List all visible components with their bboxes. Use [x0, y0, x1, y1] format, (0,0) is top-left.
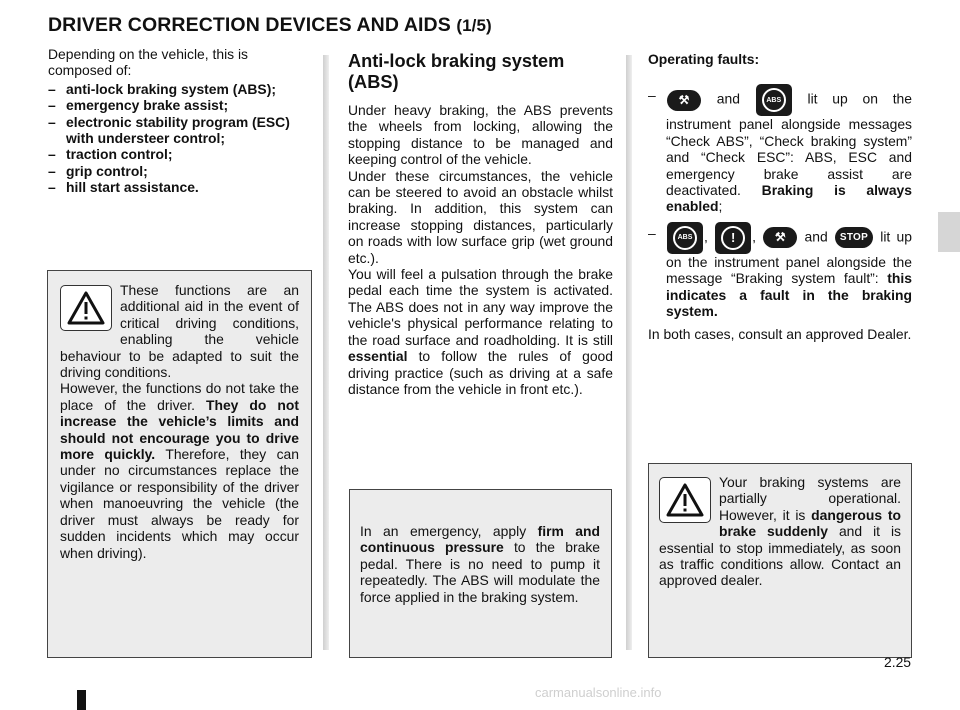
- page-title: [48, 14, 492, 37]
- warning-text-2: [60, 380, 299, 560]
- warning-text-end: Therefore, they can under no circumstances replace the vigilance or responsibility of the driver when manoeuvring the vehicle (the driver must always be ready for sudden incidents which may occur when driving).: [60, 446, 299, 561]
- paragraph: Under these circumstances, the vehicle can be steered to avoid an obstacle whilst braking. In addition, this system can increase stopping distances, particularly on roads with low surface grip (wet ground etc.).: [348, 167, 613, 266]
- separator: ,: [704, 228, 708, 245]
- and-word: and: [716, 91, 740, 108]
- info-text-start: In an emergency, apply: [360, 523, 527, 539]
- list-item: – traction control;: [48, 146, 312, 162]
- lit-word: lit: [880, 228, 891, 245]
- column-3: [648, 51, 912, 343]
- paragraph: [348, 266, 613, 397]
- fault-item-1: [648, 84, 912, 214]
- list-item: – anti-lock braking system (ABS);: [48, 81, 312, 97]
- section-title: Anti-lock braking system (ABS): [348, 51, 565, 92]
- paragraph-end: to follow the rules of good driving practice (such as driving at a safe distance from the vehicle in front etc.).: [348, 348, 613, 397]
- list-item: – emergency brake assist;: [48, 97, 312, 113]
- column-divider: [323, 55, 329, 650]
- list-item: – grip control;: [48, 163, 312, 179]
- warning-box: [648, 463, 912, 658]
- page-number: 2.25: [884, 654, 912, 670]
- column-1: [48, 46, 312, 196]
- warning-box: [47, 270, 312, 658]
- intro-text: Depending on the vehicle, this is composed of:: [48, 46, 248, 79]
- chapter-tab: [938, 212, 960, 252]
- fault-text-bold: this indicates a fault in the braking system.: [666, 270, 912, 320]
- info-text: [360, 523, 600, 605]
- info-box: [349, 489, 612, 658]
- warning-text-start: Your braking systems are partially operational. However, it is: [719, 474, 901, 523]
- column-divider: [626, 55, 632, 650]
- fault-text: up on the instrument panel alongside the message “Braking system fault”:: [666, 228, 912, 287]
- abs-label: – ABS: [673, 226, 697, 250]
- service-wrench-icon: ⚒: [667, 90, 701, 111]
- paragraph: Under heavy braking, the ABS prevents the wheels from locking, allowing the stopping distance to be managed and keeping control of the vehicle.: [348, 102, 613, 168]
- fault-text-bold: Braking is always enabled: [666, 182, 912, 215]
- corner-mark: [77, 690, 86, 710]
- info-text-bold: firm and continuous pressure: [360, 523, 600, 556]
- fault-text: lit up on the instrument panel alongside messages “Check ABS”, “Check braking system” and “Check ESC”: ABS, ESC and emergency brake assist are deactivated.: [666, 91, 913, 199]
- service-wrench-icon: ⚒: [763, 227, 797, 248]
- warning-triangle-icon: [60, 285, 112, 331]
- paragraph-start: You will feel a pulsation through the brake pedal each time the system is activated. The ABS does not in any way improve the vehicle's physical performance relating to the road surface and roadholding. It is still: [348, 266, 613, 348]
- consult-text: In both cases, consult an approved Dealer.: [648, 326, 912, 343]
- warning-text-bold: dangerous to brake suddenly: [719, 506, 901, 540]
- fault-item-2: [648, 222, 912, 320]
- warning-text-bold: They do not increase the vehicle’s limits and should not encourage you to drive more quickly.: [60, 396, 299, 463]
- stop-warning-icon: STOP: [835, 227, 873, 248]
- list-item: – electronic stability program (ESC) with understeer control;: [48, 114, 312, 147]
- abs-warning-icon: [667, 222, 703, 254]
- column-2: [348, 51, 613, 397]
- separator: ,: [752, 228, 756, 245]
- page-title-text: DRIVER CORRECTION DEVICES AND AIDS: [48, 14, 451, 36]
- page-indicator: (1/5): [456, 16, 492, 35]
- info-text-end: to the brake pedal. There is no need to pump it repeatedly. The ABS will modulate the force applied in the braking system.: [360, 539, 600, 605]
- faults-title: Operating faults:: [648, 51, 760, 67]
- fault-text-end: ;: [718, 198, 723, 215]
- warning-triangle-icon: [659, 477, 711, 523]
- abs-label: ABS: [762, 88, 786, 112]
- warning-text: These functions are an additional aid in the event of critical driving conditions, enabling the vehicle behaviour to be adapted to suit the driving conditions.: [60, 282, 299, 381]
- watermark: carmanualsonline.info: [535, 685, 662, 700]
- paragraph-bold: essential: [348, 348, 408, 365]
- brake-warning-icon: !: [715, 222, 751, 254]
- and-word: and: [804, 228, 828, 245]
- warning-text-start: However, the functions do not take the place of the driver.: [60, 380, 299, 413]
- abs-description: [348, 102, 613, 397]
- abs-warning-icon: [756, 84, 792, 116]
- warning-text-end: and it is essential to stop immediately, as soon as traffic conditions allow. Contact an approved dealer.: [659, 523, 902, 589]
- feature-list: [48, 81, 312, 196]
- list-item: – hill start assistance.: [48, 179, 312, 195]
